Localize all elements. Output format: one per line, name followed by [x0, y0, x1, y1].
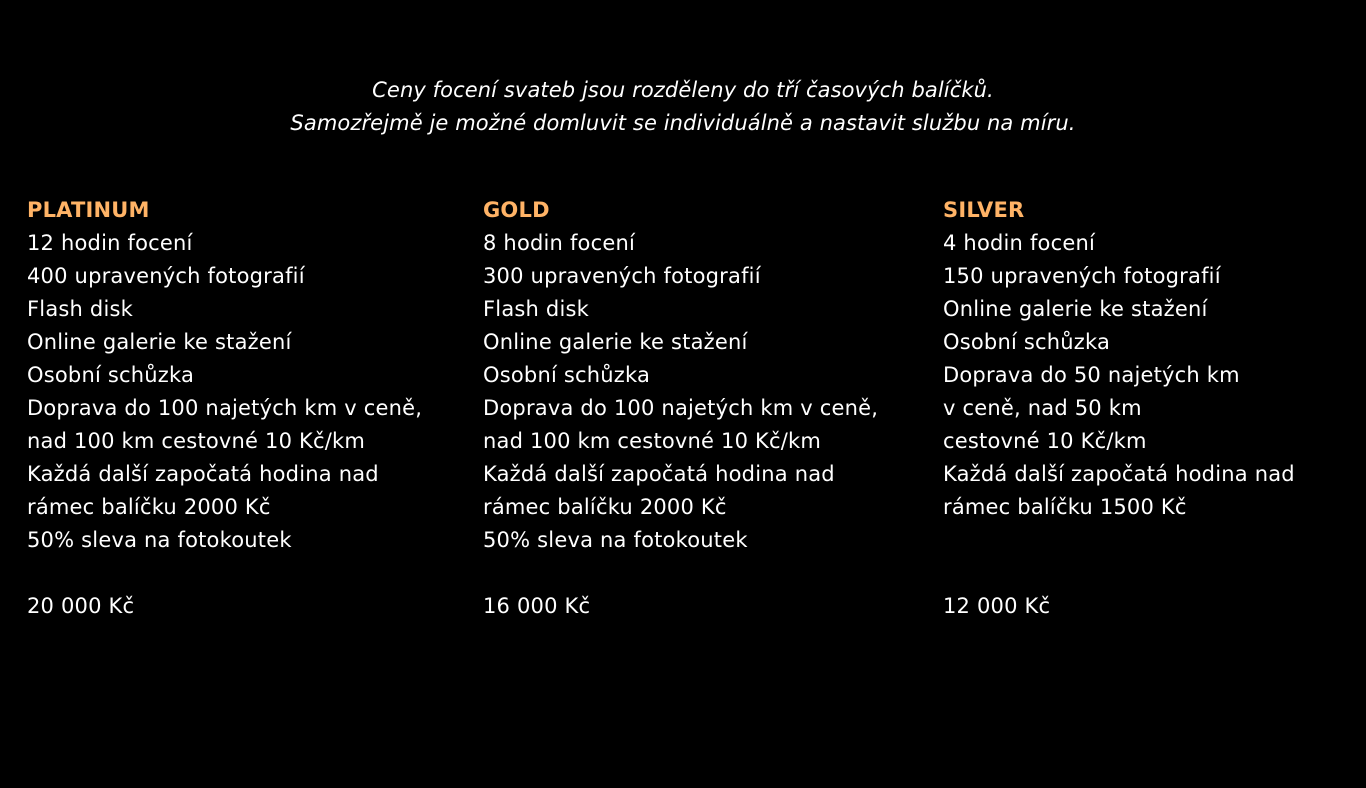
- package-feature: Flash disk: [27, 297, 133, 321]
- package-feature: rámec balíčku 1500 Kč: [943, 495, 1187, 519]
- package-feature: rámec balíčku 2000 Kč: [27, 495, 271, 519]
- package-feature: 300 upravených fotografií: [483, 264, 761, 288]
- package-feature: Flash disk: [483, 297, 589, 321]
- package-silver: [943, 194, 1295, 623]
- spacer: [27, 557, 422, 590]
- package-feature: cestovné 10 Kč/km: [943, 429, 1147, 453]
- package-feature: Osobní schůzka: [483, 363, 651, 387]
- package-feature: nad 100 km cestovné 10 Kč/km: [27, 429, 366, 453]
- package-feature: Každá další započatá hodina nad: [483, 462, 835, 486]
- package-feature: nad 100 km cestovné 10 Kč/km: [483, 429, 822, 453]
- package-price: 12 000 Kč: [943, 594, 1051, 618]
- package-feature: 4 hodin focení: [943, 231, 1095, 255]
- package-name: GOLD: [483, 198, 550, 222]
- package-feature: 12 hodin focení: [27, 231, 193, 255]
- package-feature: Doprava do 100 najetých km v ceně,: [483, 396, 879, 420]
- spacer: [943, 557, 1295, 590]
- package-feature: v ceně, nad 50 km: [943, 396, 1142, 420]
- package-price: 20 000 Kč: [27, 594, 135, 618]
- package-feature: 50% sleva na fotokoutek: [483, 528, 748, 552]
- package-feature: 400 upravených fotografií: [27, 264, 305, 288]
- spacer: [943, 524, 1295, 557]
- package-name: PLATINUM: [27, 198, 150, 222]
- package-platinum: [27, 194, 422, 623]
- package-feature: 150 upravených fotografií: [943, 264, 1221, 288]
- package-feature: 50% sleva na fotokoutek: [27, 528, 292, 552]
- intro-line-1: Ceny focení svateb jsou rozděleny do tří časových balíčků.: [372, 78, 994, 102]
- package-feature: Osobní schůzka: [943, 330, 1111, 354]
- package-feature: Online galerie ke stažení: [943, 297, 1208, 321]
- pricing-intro: [0, 74, 1366, 140]
- package-feature: Každá další započatá hodina nad: [27, 462, 379, 486]
- package-name: SILVER: [943, 198, 1025, 222]
- package-feature: Online galerie ke stažení: [27, 330, 292, 354]
- package-feature: Doprava do 100 najetých km v ceně,: [27, 396, 423, 420]
- package-feature: rámec balíčku 2000 Kč: [483, 495, 727, 519]
- package-gold: [483, 194, 878, 623]
- package-feature: Osobní schůzka: [27, 363, 195, 387]
- spacer: [483, 557, 878, 590]
- package-feature: 8 hodin focení: [483, 231, 635, 255]
- package-feature: Online galerie ke stažení: [483, 330, 748, 354]
- package-feature: Doprava do 50 najetých km: [943, 363, 1240, 387]
- intro-line-2: Samozřejmě je možné domluvit se individuálně a nastavit službu na míru.: [290, 111, 1076, 135]
- package-price: 16 000 Kč: [483, 594, 591, 618]
- package-feature: Každá další započatá hodina nad: [943, 462, 1295, 486]
